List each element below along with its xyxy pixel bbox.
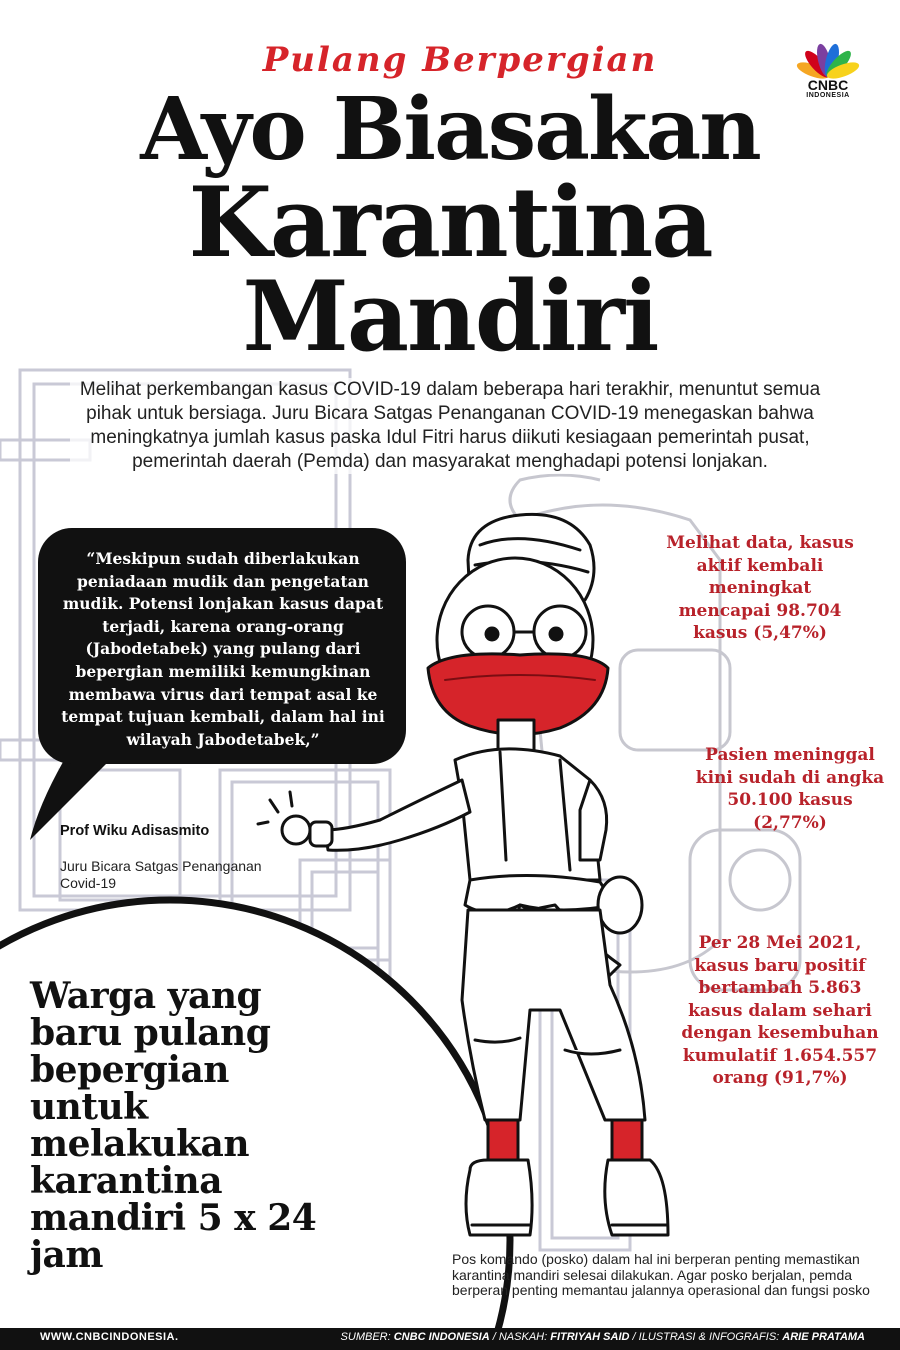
logo-name: CNBC	[807, 77, 849, 93]
speaker-name: Prof Wiku Adisasmito	[60, 823, 210, 839]
footer-script: FITRIYAH SAID	[550, 1331, 630, 1343]
stat-deaths: Pasien meninggal kini sudah di angka 50.100 kasus (2,77%)	[695, 745, 885, 833]
title-line-3: Mandiri	[242, 260, 658, 373]
footer-source: CNBC INDONESIA	[393, 1331, 490, 1343]
stat-new-cases: Per 28 Mei 2021, kasus baru positif bertambah 5.863 kasus dalam sehari dengan kesembuhan kumulatif 1.654.557 orang (91,7%)	[681, 933, 879, 1088]
title-line-2: Karantina	[188, 166, 712, 279]
logo-sub: INDONESIA	[806, 92, 850, 99]
footer-art: ARIE PRATAMA	[782, 1331, 865, 1343]
footer-website: WWW.CNBCINDONESIA.	[40, 1331, 179, 1343]
header-subtitle: Pulang Berpergian	[262, 40, 658, 80]
speaker-role: Juru Bicara Satgas Penanganan Covid-19	[60, 858, 262, 891]
footer-script-label: / NASKAH:	[492, 1331, 548, 1343]
footer-credits	[305, 1331, 865, 1343]
stat-active-cases: Melihat data, kasus aktif kembali meningkat mencapai 98.704 kasus (5,47%)	[666, 533, 854, 643]
footer-art-label: / ILUSTRASI & INFOGRAFIS:	[632, 1331, 780, 1343]
quarantine-callout: Warga yang baru pulang bepergian untuk melakukan karantina mandiri 5 x 24 jam	[30, 975, 317, 1276]
peacock-icon	[792, 40, 864, 110]
intro-paragraph: Melihat perkembangan kasus COVID-19 dalam beberapa hari terakhir, menuntut semua pihak untuk bersiaga. Juru Bicara Satgas Penanganan COVID-19 menegaskan bahwa meningkatnya jumlah kasus paska Idul Fitri harus diikuti kesiagaan pemerintah pusat, pemerintah daerah (Pemda) dan masyarakat menghadapi potensi lonjakan.	[70, 378, 830, 474]
posko-note: Pos komando (posko) dalam hal ini berperan penting memastikan karantina mandiri selesai dilakukan. Agar posko berjalan, pemda berperan penting memantau jalannya operasional dan fungsi posko	[452, 1251, 870, 1298]
title-line-1: Ayo Biasakan	[140, 79, 760, 180]
quote-text: “Meskipun sudah diberlakukan peniadaan mudik dan pengetatan mudik. Potensi lonjakan kasus dapat terjadi, karena orang-orang (Jabodetabek) yang pulang dari bepergian memiliki kemungkinan membawa virus dari tempat asal ke tempat tujuan kembali, dalam hal ini wilayah Jabodetabek,”	[61, 549, 385, 749]
footer-source-label: SUMBER:	[340, 1331, 391, 1343]
